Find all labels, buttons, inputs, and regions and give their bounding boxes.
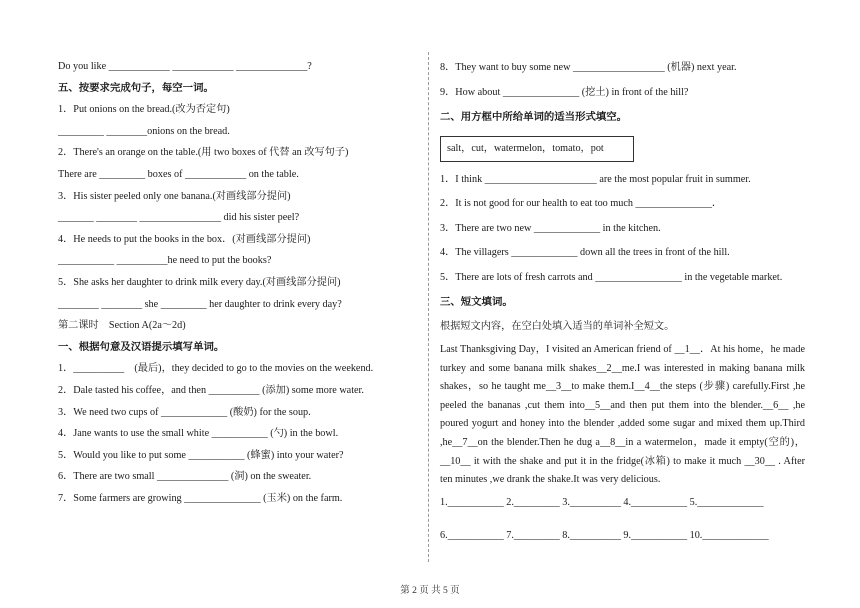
- section-heading: 二、用方框中所给单词的适当形式填空。: [440, 111, 628, 123]
- section-heading: 五、按要求完成句子，每空一词。: [58, 81, 214, 94]
- exercise-line: 9．How about _______________ (挖土) in front of the hill?: [440, 86, 689, 98]
- word-box: salt，cut，watermelon，tomato，pot: [440, 136, 634, 162]
- exercise-line: _________ ________onions on the bread.: [58, 125, 230, 137]
- exercise-line: 2．There's an orange on the table.(用 two boxes of 代替 an 改写句子): [58, 147, 349, 159]
- exercise-line: ___________ __________he need to put the books?: [58, 255, 272, 267]
- exercise-line: 1．Put onions on the bread.(改为否定句): [58, 104, 230, 116]
- answer-blanks: [440, 490, 805, 541]
- exercise-line: Do you like ____________ ____________ ______________?: [58, 61, 312, 72]
- right-column: [440, 56, 805, 541]
- exercise-line: 8．They want to buy some new __________________ (机器) next year.: [440, 62, 737, 73]
- exercise-line: 4．Jane wants to use the small white ___________ (勺) in the bowl.: [58, 428, 339, 440]
- page-footer: 第 2 页 共 5 页: [400, 586, 460, 596]
- exercise-line: _______ ________ ________________ did his sister peel?: [58, 212, 300, 224]
- exercise-line: 3．His sister peeled only one banana.(对画线部分提问): [58, 190, 291, 202]
- exercise-line: ________ ________ she _________ her daughter to drink every day?: [58, 298, 342, 310]
- answer-row-1: 1.___________ 2._________ 3.__________ 4.___________ 5._____________: [440, 496, 764, 508]
- section-heading: 一、根据句意及汉语提示填写单词。: [58, 340, 225, 353]
- exercise-line: 3．There are two new _____________ in the kitchen.: [440, 222, 661, 234]
- exercise-line: 4．The villagers _____________ down all the trees in front of the hill.: [440, 247, 730, 258]
- column-divider: [428, 52, 429, 562]
- exercise-line: 2．It is not good for our health to eat too much _______________．: [440, 198, 723, 209]
- exercise-line: 5．Would you like to put some ___________ (蜂蜜) into your water?: [58, 449, 344, 461]
- exercise-line: 5．There are lots of fresh carrots and _________________ in the vegetable market.: [440, 271, 783, 283]
- exercise-line: 7．Some farmers are growing _______________ (玉米) on the farm.: [58, 492, 343, 504]
- exercise-line: 6．There are two small ______________ (洞) on the sweater.: [58, 471, 312, 483]
- exercise-line: There are _________ boxes of ____________ on the table.: [58, 168, 299, 180]
- section-heading: 三、短文填词。: [440, 296, 513, 308]
- exercise-line: 第二课时 Section A(2a～2d): [58, 320, 186, 332]
- passage-text: Last Thanksgiving Day，I visited an American friend of __1__．At his home，he made turkey and some banana milk shakes__2__me.I was interested in making banana milk shakes，so he taught me__3__to make them.I__4__the steps (步骤) carefully.First ,he peeled the bananas ,cut them into__5__and then put them into the blender.__6__ ,he poured yogurt and honey into the blender ,added some sugar and mixed them up.Third ,he__7__on the blender.Then he dug a__8__in a watermelon，made it empty(空的)，__10__ it with the shake and put it in the fridge(冰箱) to make it much __30__ . After ten minutes ,we drank the shake.It was very delicious.: [440, 344, 805, 486]
- exercise-line: 5．She asks her daughter to drink milk every day.(对画线部分提问): [58, 276, 341, 288]
- exercise-line: 2．Dale tasted his coffee，and then __________ (添加) some more water.: [58, 384, 364, 396]
- left-column: [58, 56, 413, 509]
- exercise-line: 1．I think ______________________ are the most popular fruit in summer.: [440, 173, 751, 185]
- exercise-line: 3．We need two cups of _____________ (酸奶) for the soup.: [58, 406, 311, 418]
- exercise-line: 4．He needs to put the books in the box．(对画线部分提问): [58, 233, 311, 245]
- exercise-line: 1．__________ (最后)，they decided to go to the movies on the weekend.: [58, 363, 374, 375]
- exercise-line: 根据短文内容，在空白处填入适当的单词补全短文。: [440, 320, 675, 332]
- answer-row-2: 6.___________ 7._________ 8.__________ 9.___________ 10._____________: [440, 529, 769, 541]
